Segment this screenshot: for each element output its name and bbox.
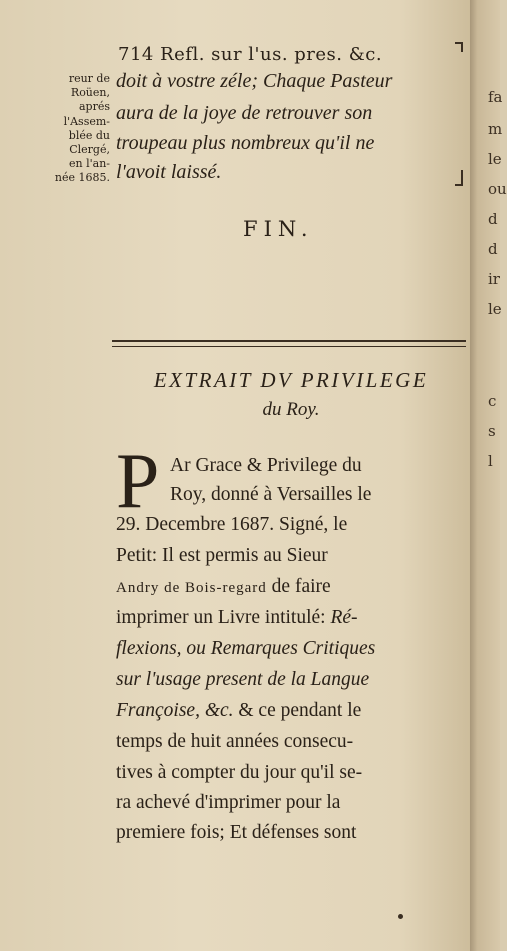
next-page-fragment: ou	[488, 180, 507, 198]
privilege-line: Ar Grace & Privilege du	[170, 455, 362, 476]
next-page-fragment: fa	[488, 88, 503, 106]
next-page-fragment: s	[488, 422, 496, 440]
privilege-line-part: de faire	[266, 576, 331, 597]
next-page-fragment: l	[488, 452, 493, 470]
book-title-part: Ré-	[330, 607, 358, 628]
marginal-note-line: l'Assem-	[63, 114, 110, 128]
fin-heading: FIN.	[243, 217, 314, 241]
extrait-title: EXTRAIT DV PRIVILEGE	[153, 368, 429, 392]
text-line: l'avoit laissé.	[116, 161, 222, 183]
marginal-note-line: aprés	[78, 100, 110, 114]
privilege-line: temps de huit années consecu-	[116, 731, 354, 752]
marginal-note	[44, 72, 110, 186]
ink-speck	[398, 914, 403, 919]
next-page-fragment: d	[488, 240, 498, 258]
next-page-fragment: c	[488, 392, 497, 410]
book-title-part: Françoise, &c.	[116, 700, 234, 721]
drop-cap: P	[116, 437, 160, 524]
privilege-line	[116, 700, 361, 722]
next-page-fragment: ir	[488, 270, 500, 288]
privilege-line: premiere fois; Et défenses sont	[116, 822, 357, 843]
marginal-note-line: née 1685.	[54, 171, 110, 185]
privilege-line	[116, 607, 358, 629]
privilege-line-part: imprimer un Livre intitulé:	[116, 607, 331, 628]
bracket-top	[455, 42, 463, 52]
marginal-note-line: Clergé,	[69, 143, 110, 157]
marginal-note-line: blée du	[68, 128, 110, 142]
book-title-line: sur l'usage present de la Langue	[116, 669, 370, 690]
running-header: 714 Refl. sur l'us. pres. &c.	[118, 44, 383, 65]
next-page-fragment: le	[488, 150, 502, 168]
next-page-fragment: le	[488, 300, 502, 318]
privilege-line: ra achevé d'imprimer pour la	[116, 792, 341, 813]
marginal-note-line: reur de	[68, 72, 110, 85]
privilege-line	[116, 576, 331, 598]
page-gutter	[470, 0, 503, 951]
extrait-subtitle: du Roy.	[262, 399, 320, 420]
marginal-note-line: en l'an-	[69, 157, 110, 171]
privilege-line: tives à compter du jour qu'il se-	[116, 762, 363, 783]
privilege-line: Petit: Il est permis au Sieur	[116, 545, 328, 566]
text-line: aura de la joye de retrouver son	[116, 102, 373, 124]
section-rule	[112, 340, 466, 347]
book-title-line: flexions, ou Remarques Critiques	[116, 638, 376, 659]
next-page-fragment: m	[488, 120, 503, 138]
marginal-note-line: Roüen,	[70, 86, 110, 100]
next-page-fragment: d	[488, 210, 498, 228]
privilege-line: Roy, donné à Versailles le	[170, 484, 372, 505]
privilege-line-part: & ce pendant le	[233, 700, 362, 721]
text-line: troupeau plus nombreux qu'il ne	[116, 132, 375, 154]
bracket-bottom	[455, 170, 463, 186]
privilege-line: 29. Decembre 1687. Signé, le	[116, 514, 348, 535]
author-name: Andry de Bois-regard	[116, 580, 267, 596]
text-line: doit à vostre zéle; Chaque Pasteur	[116, 70, 393, 92]
